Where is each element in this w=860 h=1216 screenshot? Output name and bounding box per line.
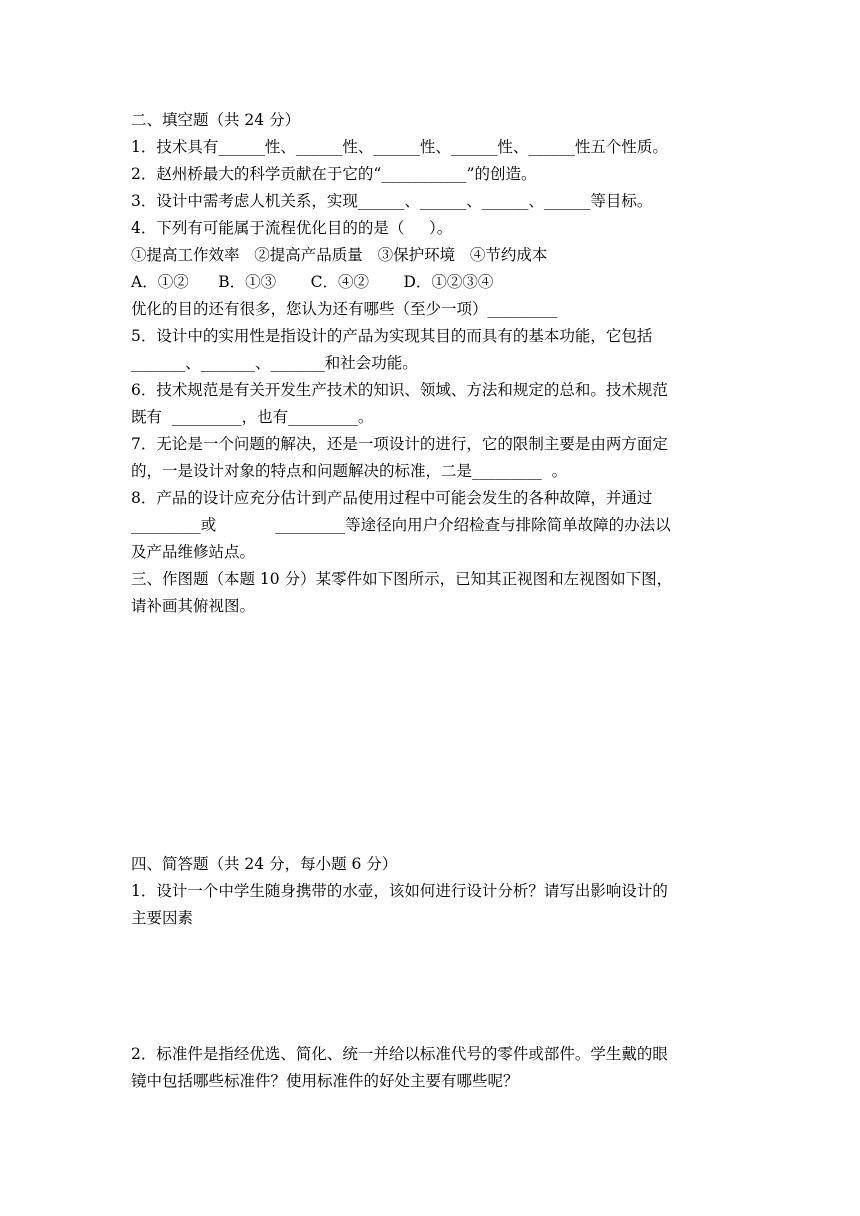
question-4-2-line-2: 镜中包括哪些标准件？使用标准件的好处主要有哪些呢？	[131, 1072, 519, 1090]
question-2-8-line-3: 及产品维修站点。	[131, 543, 256, 561]
question-2-6-line-1: 6．技术规范是有关开发生产技术的知识、领域、方法和规定的总和。技术规范	[131, 381, 668, 399]
question-2-4-options: ①提高工作效率 ②提高产品质量 ③保护环境 ④节约成本	[131, 246, 548, 264]
question-2-8-line-2: _________或 _________等途径向用户介绍检查与排除简单故障的办法以	[131, 516, 671, 534]
question-2-8-line-1: 8．产品的设计应充分估计到产品使用过程中可能会发生的各种故障，并通过	[131, 489, 653, 507]
section-4-heading: 四、简答题（共 24 分，每小题 6 分）	[131, 855, 398, 873]
question-2-7-line-2: 的，一是设计对象的特点和问题解决的标准，二是_________ 。	[131, 462, 568, 480]
question-2-4-choices: A．①② B．①③ C．④② D．①②③④	[131, 273, 494, 291]
question-2-5-line-1: 5．设计中的实用性是指设计的产品为实现其目的而具有的基本功能，它包括	[131, 327, 653, 345]
question-2-7-line-1: 7．无论是一个问题的解决，还是一项设计的进行，它的限制主要是由两方面定	[131, 435, 668, 453]
question-4-1-line-1: 1．设计一个中学生随身携带的水壶，该如何进行设计分析？请写出影响设计的	[131, 882, 668, 900]
question-2-2: 2．赵州桥最大的科学贡献在于它的“___________”的创造。	[131, 165, 537, 183]
question-2-6-line-2: 既有 _________，也有_________。	[131, 408, 374, 426]
section-3-line-1: 三、作图题（本题 10 分）某零件如下图所示，已知其正视图和左视图如下图，	[131, 570, 673, 588]
question-2-5-line-2: _______、_______、_______和社会功能。	[131, 354, 418, 372]
section-2-heading: 二、填空题（共 24 分）	[131, 111, 301, 129]
question-2-1: 1．技术具有______性、______性、______性、______性、______性五个性质。	[131, 138, 668, 156]
question-2-3: 3．设计中需考虑人机关系，实现______、______、______、______等目标。	[131, 192, 653, 210]
section-3-line-2: 请补画其俯视图。	[131, 597, 256, 615]
question-4-2-line-1: 2．标准件是指经优选、简化、统一并给以标准代号的零件或部件。学生戴的眼	[131, 1045, 668, 1063]
question-4-1-line-2: 主要因素	[131, 909, 194, 927]
question-2-4-followup: 优化的目的还有很多，您认为还有哪些（至少一项）_________	[131, 300, 558, 318]
question-2-4: 4．下列有可能属于流程优化目的的是（ ）。	[131, 219, 453, 237]
